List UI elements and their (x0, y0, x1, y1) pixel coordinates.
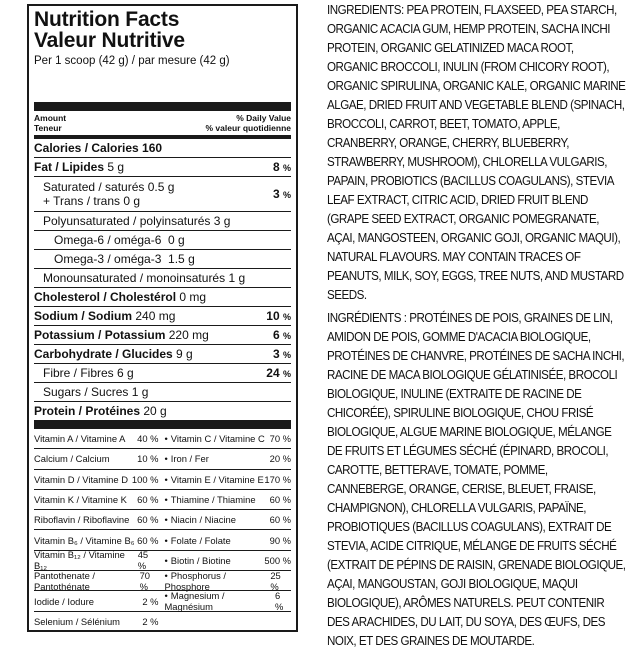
carbohydrate-dv: 3 (272, 347, 280, 361)
vitamin-cell (34, 535, 163, 546)
vitamin-value: 60 % (269, 514, 291, 526)
vitamin-name: Vitamin B₆ / Vitamine B₆ (34, 534, 135, 546)
vitamin-cell (34, 433, 163, 444)
vitamin-name: Niacin / Niacine (170, 514, 236, 526)
bullet: • (164, 554, 168, 566)
vitamin-name: Folate / Folate (170, 534, 231, 546)
thick-divider-top (34, 102, 291, 111)
potassium-row (34, 325, 291, 344)
vitamin-name: Pantothenate / Pantothénate (34, 569, 95, 592)
bullet: • (164, 453, 168, 465)
vitamin-value: 60 % (137, 494, 159, 506)
vitamin-value: 60 % (269, 494, 291, 506)
omega6-row (34, 230, 291, 249)
vitamin-cell (163, 433, 292, 444)
vitamin-cell (163, 494, 292, 505)
bullet: • (164, 473, 168, 485)
fibre-dv: 24 (266, 366, 280, 380)
vitamin-value: 170 % (264, 473, 291, 485)
vitamin-row (34, 612, 291, 631)
vitamin-cell (163, 514, 292, 525)
protein-label: Protein / Protéines (34, 404, 141, 418)
vitamin-cell (34, 596, 163, 607)
vitamin-value: 2 % (142, 615, 159, 627)
calories-label: Calories / Calories 160 (34, 141, 163, 155)
bullet: • (164, 433, 168, 445)
bullet: • (164, 534, 168, 546)
potassium-value: 220 mg (168, 328, 209, 342)
omega3-label: Omega-3 / oméga-3 1.5 g (54, 252, 195, 266)
potassium-dv: 6 (272, 328, 280, 342)
fibre-label: Fibre / Fibres 6 g (43, 366, 134, 380)
fat-label: Fat / Lipides (34, 160, 105, 174)
vitamin-cell (34, 494, 163, 505)
omega3-row (34, 249, 291, 268)
vitamin-value: 45 % (137, 549, 149, 572)
serving-size: Per 1 scoop (42 g) / par mesure (42 g) (34, 55, 230, 67)
protein-value: 20 g (143, 404, 167, 418)
trans-label: + Trans / trans 0 g (43, 194, 141, 208)
mono-label: Monounsaturated / monoinsaturés 1 g (43, 271, 246, 285)
omega6-label: Omega-6 / oméga-6 0 g (54, 233, 185, 247)
sugars-label: Sugars / Sucres 1 g (43, 385, 149, 399)
vitamin-name: Selenium / Sélénium (34, 615, 120, 627)
ingredients-french: INGRÉDIENTS : PROTÉINES DE POIS, GRAINES DE LIN, AMIDON DE POIS, GOMME D'ACACIA BIOLOGIQUE, PROTÉINES DE CHANVRE, PROTÉINES DE SACHA INCHI, RACINE DE MACA BIOLOGIQUE GÉLATINISÉE, BROCOLI BIOLOGIQUE, INULINE (EXTRAITE DE RACINE DE CHICORÉE), SPIRULINE BIOLOGIQUE, CHOU FRISÉ BIOLOGIQUE, ALGUE MARINE BIOLOGIQUE, MÉLANGE DE FRUITS ET LÉGUMES SÉCHÉ (ÉPINARD, BROCOLI, CAROTTE, BETTERAVE, TOMATE, POMME, CANNEBERGE, ORANGE, CERISE, BLEUET, FRAISE, CHAMPIGNON), CHLORELLA VULGARIS, PAPAÏNE, PROBIOTIQUES (BACILLUS COAGULANS), EXTRAIT DE STEVIA, ACIDE CITRIQUE, MÉLANGE DE FRUITS SÉCHÉ (EXTRAIT DE PÉPINS DE RAISIN, GRENADE BIOLOGIQUE, AÇAI, MANGOUSTAN, GOJI BIOLOGIQUE, MAQUI BIOLOGIQUE), ARÔMES NATURELS. PEUT CONTENIR DES ARACHIDES, DU LAIT, DU SOYA, DES ŒUFS, DES NOIX, ET DES GRAINES DE MOUTARDE. (327, 310, 626, 648)
vitamin-cell (163, 590, 292, 612)
table-header (34, 111, 291, 135)
pct-sign: % (282, 331, 291, 341)
vitamin-row (34, 591, 291, 611)
vitamin-name: Vitamin B₁₂ / Vitamine B₁₂ (34, 549, 125, 572)
ingredients-english: INGREDIENTS: PEA PROTEIN, FLAXSEED, PEA STARCH, ORGANIC ACACIA GUM, HEMP PROTEIN, SACHA INCHI PROTEIN, ORGANIC GELATINIZED MACA ROOT, ORGANIC BROCCOLI, INULIN (FROM CHICORY ROOT), ORGANIC SPIRULINA, ORGANIC KALE, ORGANIC MARINE ALGAE, DRIED FRUIT AND VEGETABLE BLEND (SPINACH, BROCCOLI, CARROT, BEET, TOMATO, APPLE, CRANBERRY, ORANGE, CHERRY, BLUEBERRY, STRAWBERRY, MUSHROOM), CHLORELLA VULGARIS, PAPAIN, PROBIOTICS (BACILLUS COAGULANS), STEVIA LEAF EXTRACT, CITRIC ACID, DRIED FRUIT BLEND (GRAPE SEED EXTRACT, ORGANIC POMEGRANATE, AÇAI, MANGOSTEEN, ORGANIC GOJI, ORGANIC MAQUI), NATURAL FLAVOURS. MAY CONTAIN TRACES OF PEANUTS, MILK, SOY, EGGS, TREE NUTS, AND MUSTARD SEEDS. (327, 2, 626, 302)
vitamin-name: Thiamine / Thiamine (170, 494, 256, 506)
vitamin-cell (163, 474, 292, 485)
vitamin-cell (163, 453, 292, 464)
nutrition-facts-panel (27, 4, 298, 632)
sodium-label: Sodium / Sodium (34, 309, 132, 323)
saturated-dv: 3 (272, 187, 280, 201)
vitamin-name: Vitamin E / Vitamine E (170, 473, 264, 485)
fat-dv: 8 (272, 160, 280, 174)
vitamin-cell (34, 514, 163, 525)
sodium-dv: 10 (266, 309, 280, 323)
calories-row (34, 139, 291, 157)
vitamin-cell (34, 549, 163, 571)
sugars-row (34, 382, 291, 401)
dv-label-en: % Daily Value (236, 113, 291, 123)
cholesterol-row (34, 287, 291, 306)
vitamin-value: 60 % (137, 514, 159, 526)
vitamin-row (34, 490, 291, 510)
vitamin-cell (163, 555, 292, 566)
vitamin-row (34, 470, 291, 490)
vitamin-cell (163, 570, 292, 592)
vitamin-value: 40 % (137, 433, 159, 445)
amount-label: Amount (34, 113, 67, 123)
vitamin-cell (34, 616, 163, 627)
vitamin-value: 90 % (269, 534, 291, 546)
carbohydrate-row (34, 344, 291, 363)
vitamin-name: Iron / Fer (170, 453, 209, 465)
vitamin-name: Vitamin A / Vitamine A (34, 433, 126, 445)
cholesterol-label: Cholesterol / Cholestérol (34, 290, 177, 304)
vitamin-cell (34, 474, 163, 485)
vitamin-name: Iodide / Iodure (34, 595, 94, 607)
pct-sign: % (282, 163, 291, 173)
pct-sign: % (282, 312, 291, 322)
fat-value: 5 g (107, 160, 125, 174)
vitamin-value: 60 % (137, 534, 159, 546)
saturated-label: Saturated / saturés 0.5 g (43, 180, 175, 194)
poly-row (34, 211, 291, 230)
fat-row (34, 157, 291, 176)
vitamin-name: Magnesium / Magnésium (164, 590, 225, 613)
vitamin-value: 25 % (270, 569, 281, 592)
nutrition-title-fr: Valeur Nutritive (34, 29, 185, 52)
vitamin-name: Vitamin D / Vitamine D (34, 473, 128, 485)
vitamin-row (34, 530, 291, 550)
vitamin-row (34, 449, 291, 469)
carbohydrate-value: 9 g (176, 347, 193, 361)
vitamin-name: Calcium / Calcium (34, 453, 110, 465)
bullet: • (164, 514, 168, 526)
vitamin-name: Riboflavin / Riboflavine (34, 514, 130, 526)
pct-sign: % (282, 369, 291, 379)
vitamin-value: 70 % (139, 569, 151, 592)
vitamin-value: 20 % (269, 453, 291, 465)
vitamin-name: Vitamin K / Vitamine K (34, 494, 127, 506)
vitamin-value: 70 % (269, 433, 291, 445)
bullet: • (164, 569, 168, 581)
dv-label-fr: % valeur quotidienne (205, 123, 291, 133)
protein-row (34, 401, 291, 429)
vitamin-row (34, 510, 291, 530)
vitamin-value: 500 % (264, 554, 291, 566)
teneur-label: Teneur (34, 123, 62, 133)
cholesterol-value: 0 mg (179, 290, 207, 304)
vitamin-value: 2 % (142, 595, 159, 607)
vitamin-table (34, 429, 291, 631)
bullet: • (164, 494, 168, 506)
fibre-row (34, 363, 291, 382)
vitamin-row (34, 571, 291, 591)
vitamin-value: 6 % (274, 590, 284, 613)
vitamin-name: Phosphorus / Phosphore (164, 569, 227, 592)
poly-label: Polyunsaturated / polyinsaturés 3 g (43, 214, 231, 228)
bullet: • (164, 590, 168, 602)
mono-row (34, 268, 291, 287)
vitamin-cell (34, 453, 163, 464)
vitamin-name: Vitamin C / Vitamine C (170, 433, 265, 445)
nutrition-title-en: Nutrition Facts (34, 8, 180, 31)
vitamin-row (34, 429, 291, 449)
vitamin-name: Biotin / Biotine (170, 554, 231, 566)
vitamin-value: 10 % (137, 453, 159, 465)
vitamin-cell (163, 535, 292, 546)
carbohydrate-label: Carbohydrate / Glucides (34, 347, 173, 361)
pct-sign: % (282, 190, 291, 200)
sodium-row (34, 306, 291, 325)
sodium-value: 240 mg (135, 309, 176, 323)
vitamin-row (34, 551, 291, 571)
saturated-row (34, 176, 291, 211)
vitamin-cell (34, 570, 163, 592)
potassium-label: Potassium / Potassium (34, 328, 166, 342)
pct-sign: % (282, 350, 291, 360)
vitamin-value: 100 % (131, 473, 159, 485)
ingredients-section (327, 0, 626, 654)
